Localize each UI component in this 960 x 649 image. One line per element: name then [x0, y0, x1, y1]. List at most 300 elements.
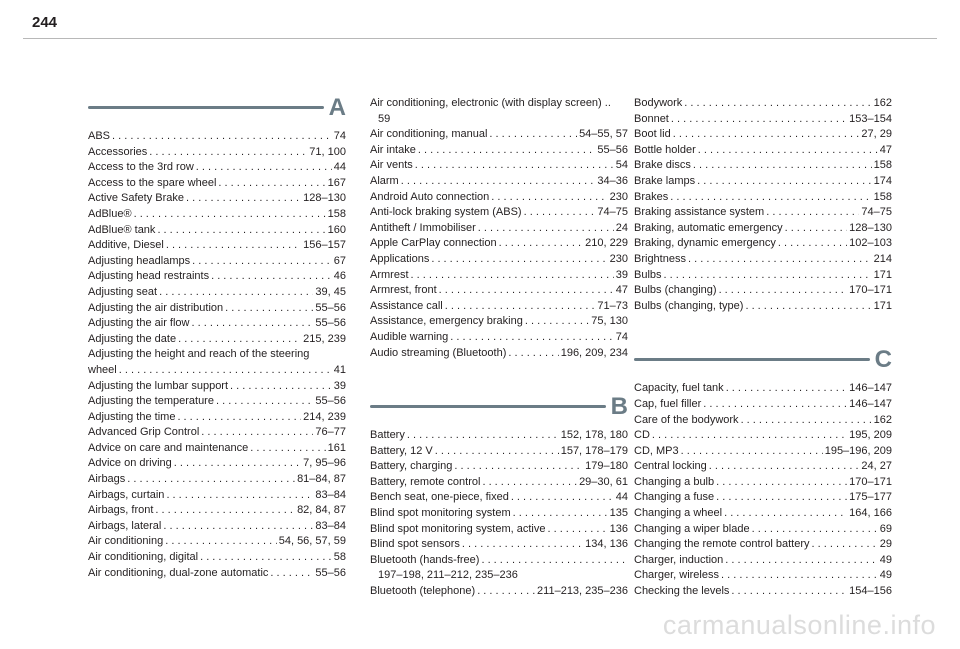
- index-entry-term: Adjusting the temperature: [88, 395, 214, 408]
- dot-leader: [435, 444, 559, 460]
- index-entry-term: Brake discs: [634, 159, 691, 172]
- dot-leader: [230, 379, 332, 395]
- dot-leader: [211, 269, 332, 285]
- index-entry-term: Accessories: [88, 145, 148, 158]
- index-entry: [634, 444, 892, 460]
- index-entry-pages: 171: [873, 299, 892, 312]
- index-entry-term: Charger, induction: [634, 553, 724, 566]
- index-entry: [88, 503, 346, 519]
- index-entry-pages: 179–180: [585, 460, 628, 473]
- index-entry-term: Access to the 3rd row: [88, 161, 194, 174]
- index-entry-term: Additive, Diesel: [88, 239, 164, 252]
- dot-leader: [489, 127, 577, 143]
- index-entry: [370, 221, 628, 237]
- index-entry-term: Bench seat, one-piece, fixed: [370, 491, 509, 504]
- index-entry: [88, 160, 346, 176]
- section-letter: C: [874, 346, 892, 374]
- index-entry: [370, 252, 628, 268]
- dot-leader: [752, 522, 878, 538]
- dot-leader: [778, 236, 847, 252]
- index-entry-term: Advanced Grip Control: [88, 426, 200, 439]
- index-entry-pages: 171: [873, 268, 892, 281]
- index-entry: [370, 158, 628, 174]
- dot-leader: [186, 191, 301, 207]
- index-entry: [370, 506, 628, 522]
- dot-leader: [508, 346, 558, 362]
- index-entry-pages: 71–73: [597, 299, 628, 312]
- index-list-a: [88, 129, 346, 581]
- index-entry: [634, 584, 892, 600]
- index-entry-term: Changing a fuse: [634, 491, 715, 504]
- index-entry-term: Capacity, fuel tank: [634, 382, 724, 395]
- index-entry: [88, 254, 346, 270]
- index-entry: [634, 174, 892, 190]
- index-entry-pages: 58: [333, 551, 346, 564]
- dot-leader: [716, 475, 847, 491]
- index-entry-term: ABS: [88, 130, 111, 142]
- index-entry: [370, 553, 628, 569]
- index-entry-pages: 47: [615, 284, 628, 297]
- index-entry: [370, 584, 628, 600]
- dot-leader: [166, 238, 301, 254]
- index-entry-term: Adjusting the date: [88, 332, 177, 345]
- index-entry: [634, 252, 892, 268]
- index-entry-term: Air vents: [370, 159, 413, 172]
- dot-leader: [200, 550, 332, 566]
- index-entry-term: Bulbs (changing, type): [634, 299, 744, 312]
- dot-leader: [482, 475, 577, 491]
- index-entry-pages: 54–55, 57: [579, 128, 628, 141]
- index-entry: [88, 410, 346, 426]
- index-entry: [88, 425, 346, 441]
- index-entry-pages: 196, 209, 234: [560, 346, 628, 359]
- index-entry-pages: 54: [615, 159, 628, 172]
- dot-leader: [684, 96, 871, 112]
- dot-leader: [439, 283, 614, 299]
- dot-leader: [664, 268, 872, 284]
- index-entry: [370, 127, 628, 143]
- index-entry-pages: 55–56: [315, 395, 346, 408]
- index-entry-pages: 162: [873, 413, 892, 426]
- index-entry: [88, 269, 346, 285]
- index-entry-term: Active Safety Brake: [88, 192, 184, 205]
- index-entry: [88, 456, 346, 472]
- index-entry-pages: 24: [615, 221, 628, 234]
- index-entry-pages: 83–84: [315, 488, 346, 501]
- dot-leader: [192, 254, 332, 270]
- index-entry-pages: 81–84, 87: [297, 473, 346, 486]
- dot-leader: [174, 456, 301, 472]
- index-entry: [370, 537, 628, 553]
- dot-leader: [218, 176, 325, 192]
- index-entry-pages: 71, 100: [309, 145, 346, 158]
- dot-leader: [225, 301, 313, 317]
- index-entry-term: Advice on care and maintenance: [88, 441, 249, 454]
- index-entry-pages: 170–171: [849, 475, 892, 488]
- section-letter: A: [328, 94, 346, 121]
- index-entry-term: Android Auto connection: [370, 190, 490, 203]
- index-entry: [370, 190, 628, 206]
- index-entry-pages: 67: [333, 254, 346, 267]
- index-entry-term: Assistance, emergency braking: [370, 315, 523, 328]
- index-entry-pages: 160: [327, 223, 346, 236]
- index-entry: [634, 428, 892, 444]
- section-header-a: [88, 96, 346, 124]
- index-column-2: [370, 96, 628, 600]
- index-entry-term-line: Adjusting the height and reach of the steering: [88, 348, 310, 361]
- index-entry-pages: 158: [873, 159, 892, 172]
- dot-leader: [670, 190, 871, 206]
- index-entry: [370, 330, 628, 346]
- index-entry-term-line: Air conditioning, electronic (with display screen) ..: [370, 97, 611, 109]
- index-entry-term: Air conditioning, dual-zone automatic: [88, 566, 269, 579]
- dot-leader: [149, 145, 307, 161]
- dot-leader: [698, 143, 878, 159]
- dot-leader: [688, 252, 872, 268]
- index-entry: [88, 316, 346, 332]
- index-list-c: [634, 381, 892, 599]
- index-entry-term: Checking the levels: [634, 585, 730, 598]
- index-entry-term: Armrest: [370, 268, 409, 281]
- index-entry-pages: 157, 178–179: [560, 444, 628, 457]
- index-entry: [88, 238, 346, 254]
- index-entry-term: Air conditioning, digital: [88, 551, 199, 564]
- index-entry-pages: 153–154: [849, 112, 892, 125]
- dot-leader: [157, 223, 325, 239]
- index-entry-term: Airbags, curtain: [88, 488, 165, 501]
- index-entry-term: Bonnet: [634, 112, 669, 125]
- index-entry-pages: 195–196, 209: [824, 444, 892, 457]
- index-entry-pages: 55–56: [315, 317, 346, 330]
- dot-leader: [726, 381, 847, 397]
- dot-leader: [445, 299, 596, 315]
- dot-leader: [454, 459, 583, 475]
- index-entry: [370, 283, 628, 299]
- index-entry: [370, 490, 628, 506]
- index-entry: [634, 397, 892, 413]
- index-entry-term: Bodywork: [634, 97, 683, 109]
- index-entry: [370, 459, 628, 475]
- index-entry-term: Assistance call: [370, 299, 443, 312]
- index-entry: [634, 413, 892, 429]
- index-entry-pages: 215, 239: [303, 332, 346, 345]
- index-entry-pages: 82, 84, 87: [297, 504, 346, 517]
- index-entry: [634, 506, 892, 522]
- dot-leader: [719, 283, 848, 299]
- section-header-c: [634, 348, 892, 376]
- index-entry-term: Charger, wireless: [634, 569, 719, 582]
- dot-leader: [216, 394, 313, 410]
- index-entry-term: Adjusting the air flow: [88, 317, 190, 330]
- dot-leader: [178, 332, 301, 348]
- index-entry: [370, 314, 628, 330]
- index-entry-term: Adjusting the air distribution: [88, 301, 224, 314]
- index-entry-pages: 174: [873, 174, 892, 187]
- index-entry-term: Air conditioning: [88, 535, 164, 548]
- index-entry-term: Braking assistance system: [634, 206, 765, 219]
- dot-leader: [681, 444, 823, 460]
- index-entry-term: Brake lamps: [634, 174, 696, 187]
- index-entry-term: Changing the remote control battery: [634, 538, 810, 551]
- dot-leader: [270, 566, 313, 582]
- index-entry-term: Bluetooth (telephone): [370, 585, 476, 598]
- dot-leader: [127, 472, 295, 488]
- index-entry-pages: 156–157: [303, 239, 346, 252]
- section-divider-bar: [634, 358, 870, 361]
- index-entry: [88, 223, 346, 239]
- index-entry-term: Bulbs (changing): [634, 284, 717, 297]
- index-entry-term: AdBlue®: [88, 207, 132, 220]
- index-entry-term: Care of the bodywork: [634, 413, 739, 426]
- dot-leader: [511, 490, 614, 506]
- index-entry-term: Adjusting the lumbar support: [88, 379, 229, 392]
- index-entry-pages: 214, 239: [303, 410, 346, 423]
- dot-leader: [481, 553, 626, 569]
- dot-leader: [513, 506, 608, 522]
- index-entry-term: Blind spot monitoring system, active: [370, 522, 546, 535]
- index-entry-term: Battery, remote control: [370, 475, 481, 488]
- index-entry-pages: 74–75: [861, 206, 892, 219]
- index-entry: [634, 490, 892, 506]
- dot-leader: [671, 112, 847, 128]
- index-entry-term: Air intake: [370, 143, 416, 156]
- header-divider: [23, 38, 937, 39]
- index-entry-term: Armrest, front: [370, 284, 437, 297]
- dot-leader: [155, 503, 295, 519]
- index-entry: [634, 381, 892, 397]
- index-entry: [370, 268, 628, 284]
- index-entry-term: Braking, automatic emergency: [634, 221, 783, 234]
- index-entry-term: Blind spot sensors: [370, 538, 460, 551]
- index-entry-term: Changing a bulb: [634, 475, 715, 488]
- dot-leader: [766, 205, 859, 221]
- index-entry-pages: 170–171: [849, 284, 892, 297]
- index-entry-pages: 41: [333, 363, 346, 376]
- index-entry: [88, 285, 346, 301]
- index-entry-pages: 134, 136: [585, 538, 628, 551]
- dot-leader: [192, 316, 314, 332]
- index-entry: [88, 145, 346, 161]
- dot-leader: [250, 441, 325, 457]
- index-entry: [634, 221, 892, 237]
- dot-leader: [431, 252, 607, 268]
- index-entry-term: Changing a wiper blade: [634, 522, 750, 535]
- index-entry: [634, 475, 892, 491]
- index-entry: [88, 379, 346, 395]
- index-entry-pages: 214: [873, 252, 892, 265]
- page-number: 244: [32, 14, 58, 31]
- index-list-a-continued: [370, 96, 628, 361]
- index-entry: [634, 143, 892, 159]
- dot-leader: [134, 207, 326, 223]
- index-entry: [634, 112, 892, 128]
- index-entry-term: Cap, fuel filler: [634, 397, 702, 410]
- dot-leader: [499, 236, 584, 252]
- dot-leader: [741, 413, 872, 429]
- dot-leader: [478, 221, 614, 237]
- index-entry-term: Apple CarPlay connection: [370, 237, 497, 250]
- index-entry-term: Adjusting the time: [88, 410, 176, 423]
- index-entry: [88, 191, 346, 207]
- index-entry-pages: 55–56: [315, 566, 346, 579]
- index-entry: [634, 127, 892, 143]
- index-entry-pages: 49: [879, 553, 892, 566]
- index-entry-pages: 135: [609, 507, 628, 520]
- index-entry: [634, 568, 892, 584]
- index-entry-pages: 136: [609, 522, 628, 535]
- index-list-b-continued: [634, 96, 892, 314]
- dot-leader: [693, 158, 872, 174]
- index-entry-pages: 49: [879, 569, 892, 582]
- index-entry-pages: 158: [327, 207, 346, 220]
- index-entry-pages: 175–177: [849, 491, 892, 504]
- index-entry: [88, 394, 346, 410]
- index-entry: [634, 236, 892, 252]
- index-entry-term: Boot lid: [634, 128, 671, 141]
- index-entry-pages: 74: [615, 330, 628, 343]
- dot-leader: [415, 158, 614, 174]
- index-entry-term: Brightness: [634, 252, 686, 265]
- index-entry-term: wheel: [88, 363, 117, 376]
- index-entry: [634, 96, 892, 112]
- index-entry: [88, 301, 346, 317]
- index-entry: [88, 519, 346, 535]
- dot-leader: [731, 584, 847, 600]
- dot-leader: [159, 285, 313, 301]
- index-column-3: [634, 96, 892, 600]
- index-entry-term: Access to the spare wheel: [88, 176, 217, 189]
- index-entry-pages: 47: [879, 143, 892, 156]
- dot-leader: [407, 428, 559, 444]
- index-entry: [88, 207, 346, 223]
- index-entry: [634, 205, 892, 221]
- index-entry-pages: 46: [333, 270, 346, 283]
- index-entry: [370, 475, 628, 491]
- index-entry-term: Audio streaming (Bluetooth): [370, 346, 507, 359]
- index-entry-pages: 158: [873, 190, 892, 203]
- index-entry-term: Antitheft / Immobiliser: [370, 221, 476, 234]
- index-entry-term: Battery, charging: [370, 460, 453, 473]
- index-entry-term: Audible warning: [370, 330, 449, 343]
- index-entry: [634, 268, 892, 284]
- index-entry: [370, 444, 628, 460]
- section-divider-bar: [88, 106, 324, 109]
- index-entry-term: Bluetooth (hands-free): [370, 553, 480, 566]
- index-entry-pages: 44: [615, 491, 628, 504]
- index-entry-term: Changing a wheel: [634, 507, 723, 520]
- dot-leader: [812, 537, 878, 553]
- index-entry-pages: 69: [879, 522, 892, 535]
- dot-leader: [165, 534, 277, 550]
- index-entry-pages: 162: [873, 97, 892, 109]
- index-entry-pages: 230: [609, 252, 628, 265]
- index-entry-pages: 55–56: [597, 143, 628, 156]
- index-entry-term: Bottle holder: [634, 143, 696, 156]
- index-entry-pages: 75, 130: [591, 315, 628, 328]
- dot-leader: [177, 410, 301, 426]
- index-entry: [370, 236, 628, 252]
- dot-leader: [418, 143, 596, 159]
- index-entry-pages: 195, 209: [849, 429, 892, 442]
- index-entry: [370, 522, 628, 538]
- dot-leader: [112, 129, 332, 145]
- index-entry-pages: 34–36: [597, 174, 628, 187]
- index-entry: [88, 332, 346, 348]
- index-entry-pages: 24, 27: [861, 460, 892, 473]
- index-entry-term: AdBlue® tank: [88, 223, 156, 236]
- dot-leader: [119, 363, 332, 379]
- index-entry-term: Adjusting headlamps: [88, 254, 191, 267]
- index-entry-pages: 29–30, 61: [579, 475, 628, 488]
- index-entry: [634, 190, 892, 206]
- dot-leader: [724, 506, 847, 522]
- dot-leader: [411, 268, 614, 284]
- index-entry-pages: 146–147: [849, 382, 892, 395]
- dot-leader: [709, 459, 860, 475]
- index-entry-pages: 154–156: [849, 585, 892, 598]
- index-entry: [370, 143, 628, 159]
- dot-leader: [477, 584, 535, 600]
- index-entry-pages: 211–213, 235–236: [537, 585, 628, 598]
- index-entry: [88, 129, 346, 145]
- dot-leader: [703, 397, 847, 413]
- index-entry-pages: 167: [327, 176, 346, 189]
- index-list-b: [370, 428, 628, 600]
- index-entry: [634, 158, 892, 174]
- dot-leader: [450, 330, 613, 346]
- dot-leader: [547, 522, 607, 538]
- dot-leader: [163, 519, 313, 535]
- index-entry: [88, 472, 346, 488]
- index-entry-pages: 39: [615, 268, 628, 281]
- dot-leader: [725, 553, 877, 569]
- index-entry-term: CD, MP3: [634, 444, 679, 457]
- index-entry: [370, 205, 628, 221]
- index-entry-pages: 59: [378, 112, 391, 125]
- dot-leader: [196, 160, 332, 176]
- dot-leader: [697, 174, 872, 190]
- index-entry-term: Bulbs: [634, 268, 662, 281]
- index-entry: [88, 441, 346, 457]
- index-entry-pages: 164, 166: [849, 507, 892, 520]
- index-entry-term: Adjusting seat: [88, 285, 158, 298]
- dot-leader: [524, 205, 596, 221]
- index-entry: [634, 522, 892, 538]
- index-entry: [370, 299, 628, 315]
- index-entry-term: Blind spot monitoring system: [370, 507, 511, 520]
- dot-leader: [491, 190, 607, 206]
- index-entry-term: Anti-lock braking system (ABS): [370, 206, 522, 219]
- index-entry-pages: 7, 95–96: [303, 457, 346, 470]
- index-entry-pages: 152, 178, 180: [560, 429, 628, 442]
- index-entry: [370, 346, 628, 362]
- index-entry-term: Central locking: [634, 460, 707, 473]
- dot-leader: [721, 568, 878, 584]
- dot-leader: [525, 314, 589, 330]
- index-entry-term: Brakes: [634, 190, 669, 203]
- index-entry: [88, 550, 346, 566]
- dot-leader: [401, 174, 596, 190]
- index-entry-pages: 146–147: [849, 397, 892, 410]
- index-entry-term: Battery, 12 V: [370, 444, 433, 457]
- dot-leader: [673, 127, 860, 143]
- index-entry: [370, 174, 628, 190]
- index-entry-term: CD: [634, 429, 650, 442]
- index-column-1: [88, 96, 346, 581]
- index-entry-pages: 27, 29: [861, 128, 892, 141]
- index-entry-pages: 74–75: [597, 206, 628, 219]
- index-entry: [634, 283, 892, 299]
